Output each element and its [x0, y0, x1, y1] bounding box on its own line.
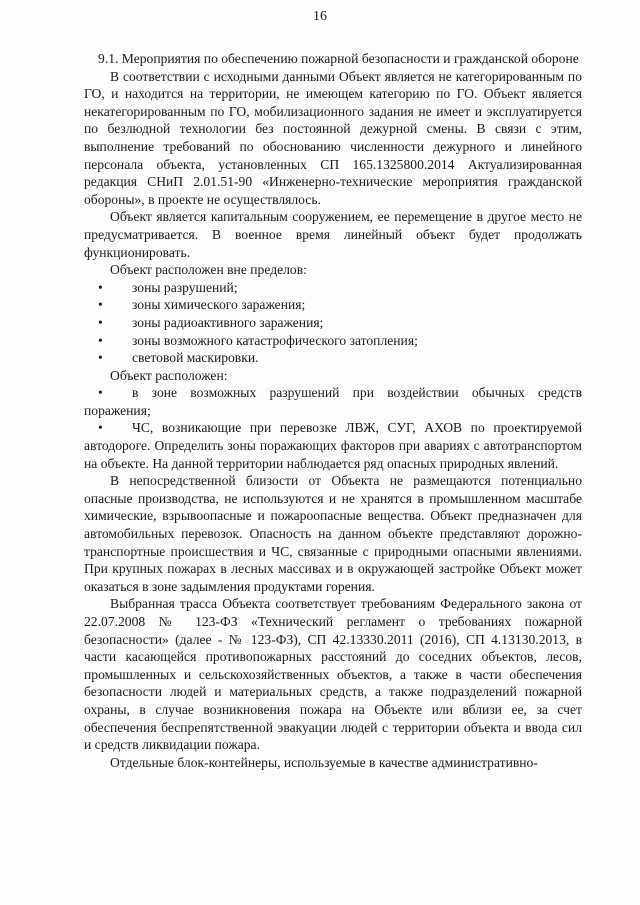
paragraph-civil-defense: В соответствии с исходными данными Объект является не категорированным по ГО, и находится на территории, не имеющем категорию по ГО. Объект является некатегорированным по ГО, мобилизационного задания не имеет и эксплуатируется по безлюдной технологии без постоянной дежурной смены. В связи с этим, выполнение требований по обоснованию численности дежурного и линейного персонала объекта, установленных СП 165.1325800.2014 Актуализированная редакция СНиП 2.01.51-90 «Инженерно-технические мероприятия гражданской обороны», в проекте не осуществлялось.: [84, 68, 582, 207]
list-item: • в зоне возможных разрушений при воздействии обычных средств поражения;: [84, 384, 582, 419]
list-item: • зоны радиоактивного заражения;: [84, 314, 582, 332]
paragraph-fire-safety: Выбранная трасса Объекта соответствует требованиям Федерального закона от 22.07.2008 № 123-ФЗ «Технический регламент о требованиях пожарной безопасности» (далее - № 123-ФЗ), СП 42.13330.2011 (2016), СП 4.13130.2013, в части касающейся противопожарных расстояний до соседних объектов, лесов, промышленных и сельскохозяйственных объектов, а также в части обеспечения безопасности людей и материальных средств, а также подразделений пожарной охраны, в случае возникновения пожара на Объекте или вблизи ее, за счет обеспечения беспрепятственной эвакуации людей с территории объекта и ввода сил и средств ликвидации пожара.: [84, 596, 582, 753]
list-item: • световой маскировки.: [84, 349, 582, 367]
list-item: • зоны разрушений;: [84, 279, 582, 297]
outside-limits-intro: Объект расположен вне пределов:: [110, 262, 307, 278]
paragraph-capital-structure: Объект является капитальным сооружением, ее перемещение в другое место не предусматривается. В военное время линейный объект будет продолжать функционировать.: [84, 209, 582, 260]
page-number: 16: [313, 9, 327, 24]
list-item: • зоны возможного катастрофического затопления;: [84, 332, 582, 350]
list-item: • зоны химического заражения;: [84, 296, 582, 314]
document-body: [84, 50, 582, 771]
section-heading: 9.1. Мероприятия по обеспечению пожарной безопасности и гражданской обороне: [98, 51, 579, 66]
located-list: [84, 384, 582, 472]
paragraph-block-containers: Отдельные блок-контейнеры, используемые в качестве административно-: [110, 754, 538, 770]
list-item: • ЧС, возникающие при перевозке ЛВЖ, СУГ, АХОВ по проектируемой автодороге. Определить зоны поражающих факторов при авариях с автотранспортом на объекте. На данной территории наблюдается ряд опасных природных явлений.: [84, 419, 582, 472]
paragraph-hazards: В непосредственной близости от Объекта не размещаются потенциально опасные производства, не используются и не хранятся в промышленном масштабе химические, взрывоопасные и пожароопасные вещества. Объект предназначен для автомобильных перевозок. Опасность на данном объекте представляют дорожно-транспортные происшествия и ЧС, связанные с природными опасными явлениями. При крупных пожарах в лесных массивах и в окружающей застройке Объект может оказаться в зоне задымления продуктами горения.: [84, 473, 582, 594]
located-intro: Объект расположен:: [110, 367, 228, 383]
outside-limits-list: [84, 279, 582, 367]
